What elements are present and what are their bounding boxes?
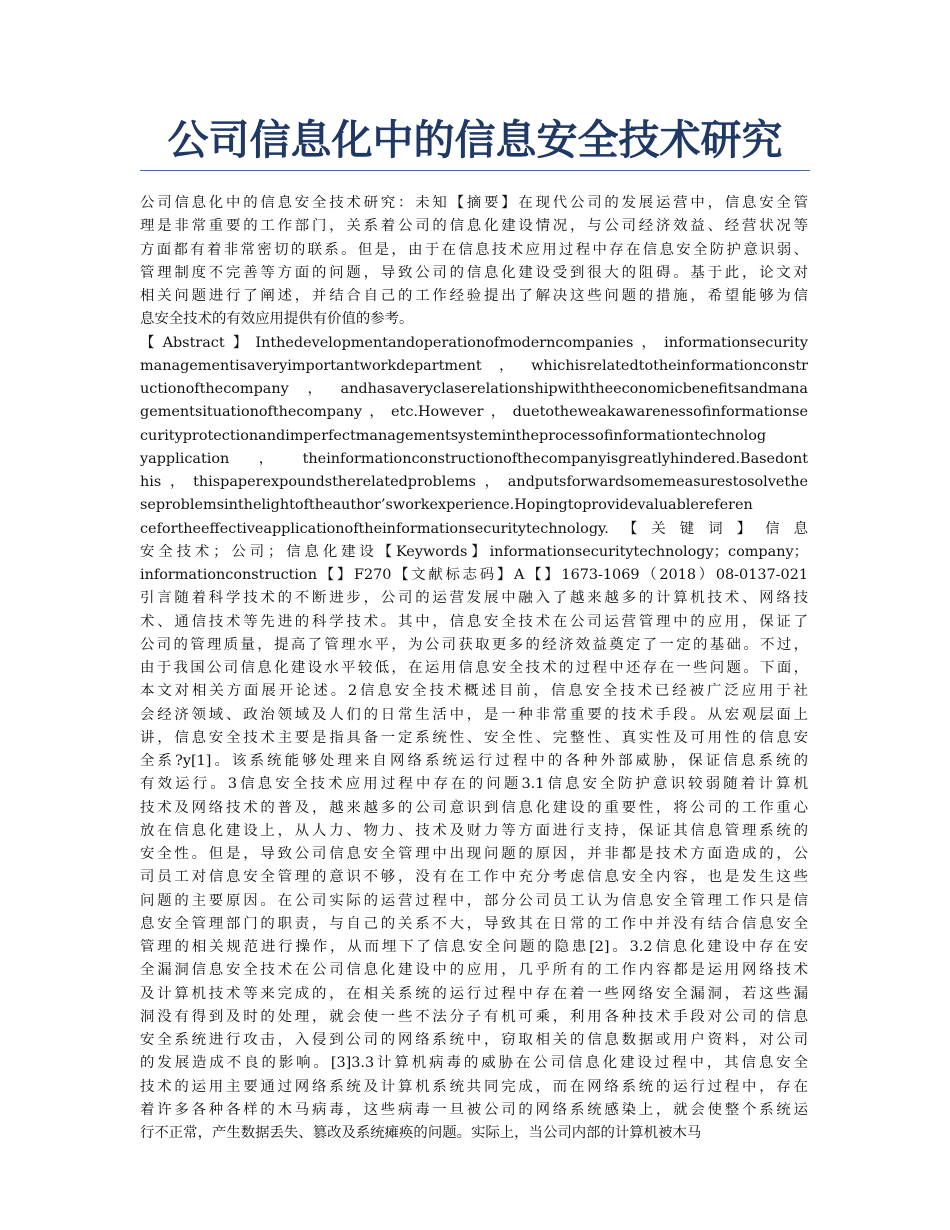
body-text-line: informationconstruction【】F270【文献标志码】A【】1673-1069（2018）08-0137-021 <box>140 567 808 583</box>
body-text-line: 讲，信息安全技术主要是指具备一定系统性、安全性、完整性、真实性及可用性的信息安 <box>140 729 808 746</box>
document-body <box>140 192 808 1145</box>
body-text-line: 方面都有着非常密切的联系。但是，由于在信息技术应用过程中存在信息安全防护意识弱、 <box>140 241 808 258</box>
body-text-line: his，thispaperexpoundstherelatedproblems，andputsforwardsomemeasurestosolvethe <box>140 474 808 490</box>
body-text-line: 本文对相关方面展开论述。2信息安全技术概述目前，信息安全技术已经被广泛应用于社 <box>140 683 808 700</box>
body-text-line: 司员工对信息安全管理的意识不够，没有在工作中充分考虑信息安全内容，也是发生这些 <box>140 869 808 886</box>
body-text-line: 安全技术；公司；信息化建设【Keywords】informationsecuritytechnology；company； <box>140 543 808 560</box>
body-text-line: 由于我国公司信息化建设水平较低，在运用信息安全技术的过程中还存在一些问题。下面， <box>140 660 808 676</box>
body-text-line: 【Abstract】Inthedevelopmentandoperationofmoderncompanies，informationsecurity <box>140 334 808 351</box>
body-text-line: 技术的运用主要通过网络系统及计算机系统共同完成，而在网络系统的运行过程中，存在 <box>140 1078 808 1095</box>
body-text-line: 公司的管理质量，提高了管理水平，为公司获取更多的经济效益奠定了一定的基础。不过， <box>140 636 808 653</box>
body-text-line: 的发展造成不良的影响。[3]3.3计算机病毒的威胁在公司信息化建设过程中，其信息安全 <box>140 1055 808 1072</box>
page-title: 公司信息化中的信息安全技术研究 <box>167 116 783 164</box>
body-text-line: uctionofthecompany，andhasaveryclaserelationshipwiththeeconomicbenefitsandmana <box>140 381 808 397</box>
body-text-line: 着许多各种各样的木马病毒，这些病毒一旦被公司的网络系统感染上，就会使整个系统运 <box>140 1101 808 1118</box>
body-text-line: 安全性。但是，导致公司信息安全管理中出现问题的原因，并非都是技术方面造成的，公 <box>140 846 808 862</box>
body-text-line: managementisaveryimportantworkdepartment，whichisrelatedtotheinformationconstr <box>140 357 808 374</box>
body-text-line: 公司信息化中的信息安全技术研究：未知【摘要】在现代公司的发展运营中，信息安全管 <box>140 195 808 211</box>
body-text-line: 洞没有得到及时的处理，就会使一些不法分子有机可乘，利用各种技术手段对公司的信息 <box>140 1008 808 1025</box>
body-text-line: 术、通信技术等先进的科学技术。其中，信息安全技术在公司运营管理中的应用，保证了 <box>140 613 808 630</box>
body-text-line: 管理的相关规范进行操作，从而埋下了信息安全问题的隐患[2]。3.2信息化建设中存在安 <box>140 939 808 955</box>
body-text-line: 息安全管理部门的职责，与自己的关系不大，导致其在日常的工作中并没有结合信息安全 <box>140 915 808 932</box>
body-text-line: 会经济领域、政治领域及人们的日常生活中，是一种非常重要的技术手段。从宏观层面上 <box>140 706 808 723</box>
body-text-line: 放在信息化建设上，从人力、物力、技术及财力等方面进行支持，保证其信息管理系统的 <box>140 822 808 839</box>
body-text-line: 行不正常，产生数据丢失、篡改及系统瘫痪的问题。实际上，当公司内部的计算机被木马 <box>140 1125 702 1141</box>
body-text-line: 息安全技术的有效应用提供有价值的参考。 <box>140 311 414 328</box>
body-text-line: 问题的主要原因。在公司实际的运营过程中，部分公司员工认为信息安全管理工作只是信 <box>140 892 808 909</box>
body-text-line: 及计算机技术等来完成的，在相关系统的运行过程中存在着一些网络安全漏洞，若这些漏 <box>140 985 808 1002</box>
body-text-line: 有效运行。3信息安全技术应用过程中存在的问题3.1信息安全防护意识较弱随着计算机 <box>140 776 808 793</box>
body-text-line: yapplication，theinformationconstructionofthecompanyisgreatlyhindered.Basedont <box>140 450 808 467</box>
body-text-line: gementsituationofthecompany，etc.However，duetotheweakawarenessofinformationse <box>140 404 808 421</box>
body-text-line: seproblemsinthelightoftheauthor’sworkexperience.Hopingtoprovidevaluablereferen <box>140 497 753 514</box>
body-text-line: 管理制度不完善等方面的问题，导致公司的信息化建设受到很大的阻碍。基于此，论文对 <box>140 264 808 281</box>
body-text-line: 安全系统进行攻击，入侵到公司的网络系统中，窃取相关的信息数据或用户资料，对公司 <box>140 1032 808 1048</box>
body-text-line: 相关问题进行了阐述，并结合自己的工作经验提出了解决这些问题的措施，希望能够为信 <box>140 288 808 304</box>
body-text-line: 全漏洞信息安全技术在公司信息化建设中的应用，几乎所有的工作内容都是运用网络技术 <box>140 962 808 979</box>
body-text-line: 技术及网络技术的普及，越来越多的公司意识到信息化建设的重要性，将公司的工作重心 <box>140 799 808 816</box>
body-text-line: 理是非常重要的工作部门，关系着公司的信息化建设情况，与公司经济效益、经营状况等 <box>140 218 808 235</box>
body-text-line: cefortheeffectiveapplicationoftheinformationsecuritytechnology.【关键词】信息 <box>140 520 808 537</box>
body-text-line: 引言随着科学技术的不断进步，公司的运营发展中融入了越来越多的计算机技术、网络技 <box>140 590 808 607</box>
body-text-line: curityprotectionandimperfectmanagementsystemintheprocessofinformationtechnolog <box>140 427 767 444</box>
body-text-line: 全系?y[1]。该系统能够处理来自网络系统运行过程中的各种外部威胁，保证信息系统的 <box>140 753 808 769</box>
title-underline <box>140 170 810 171</box>
